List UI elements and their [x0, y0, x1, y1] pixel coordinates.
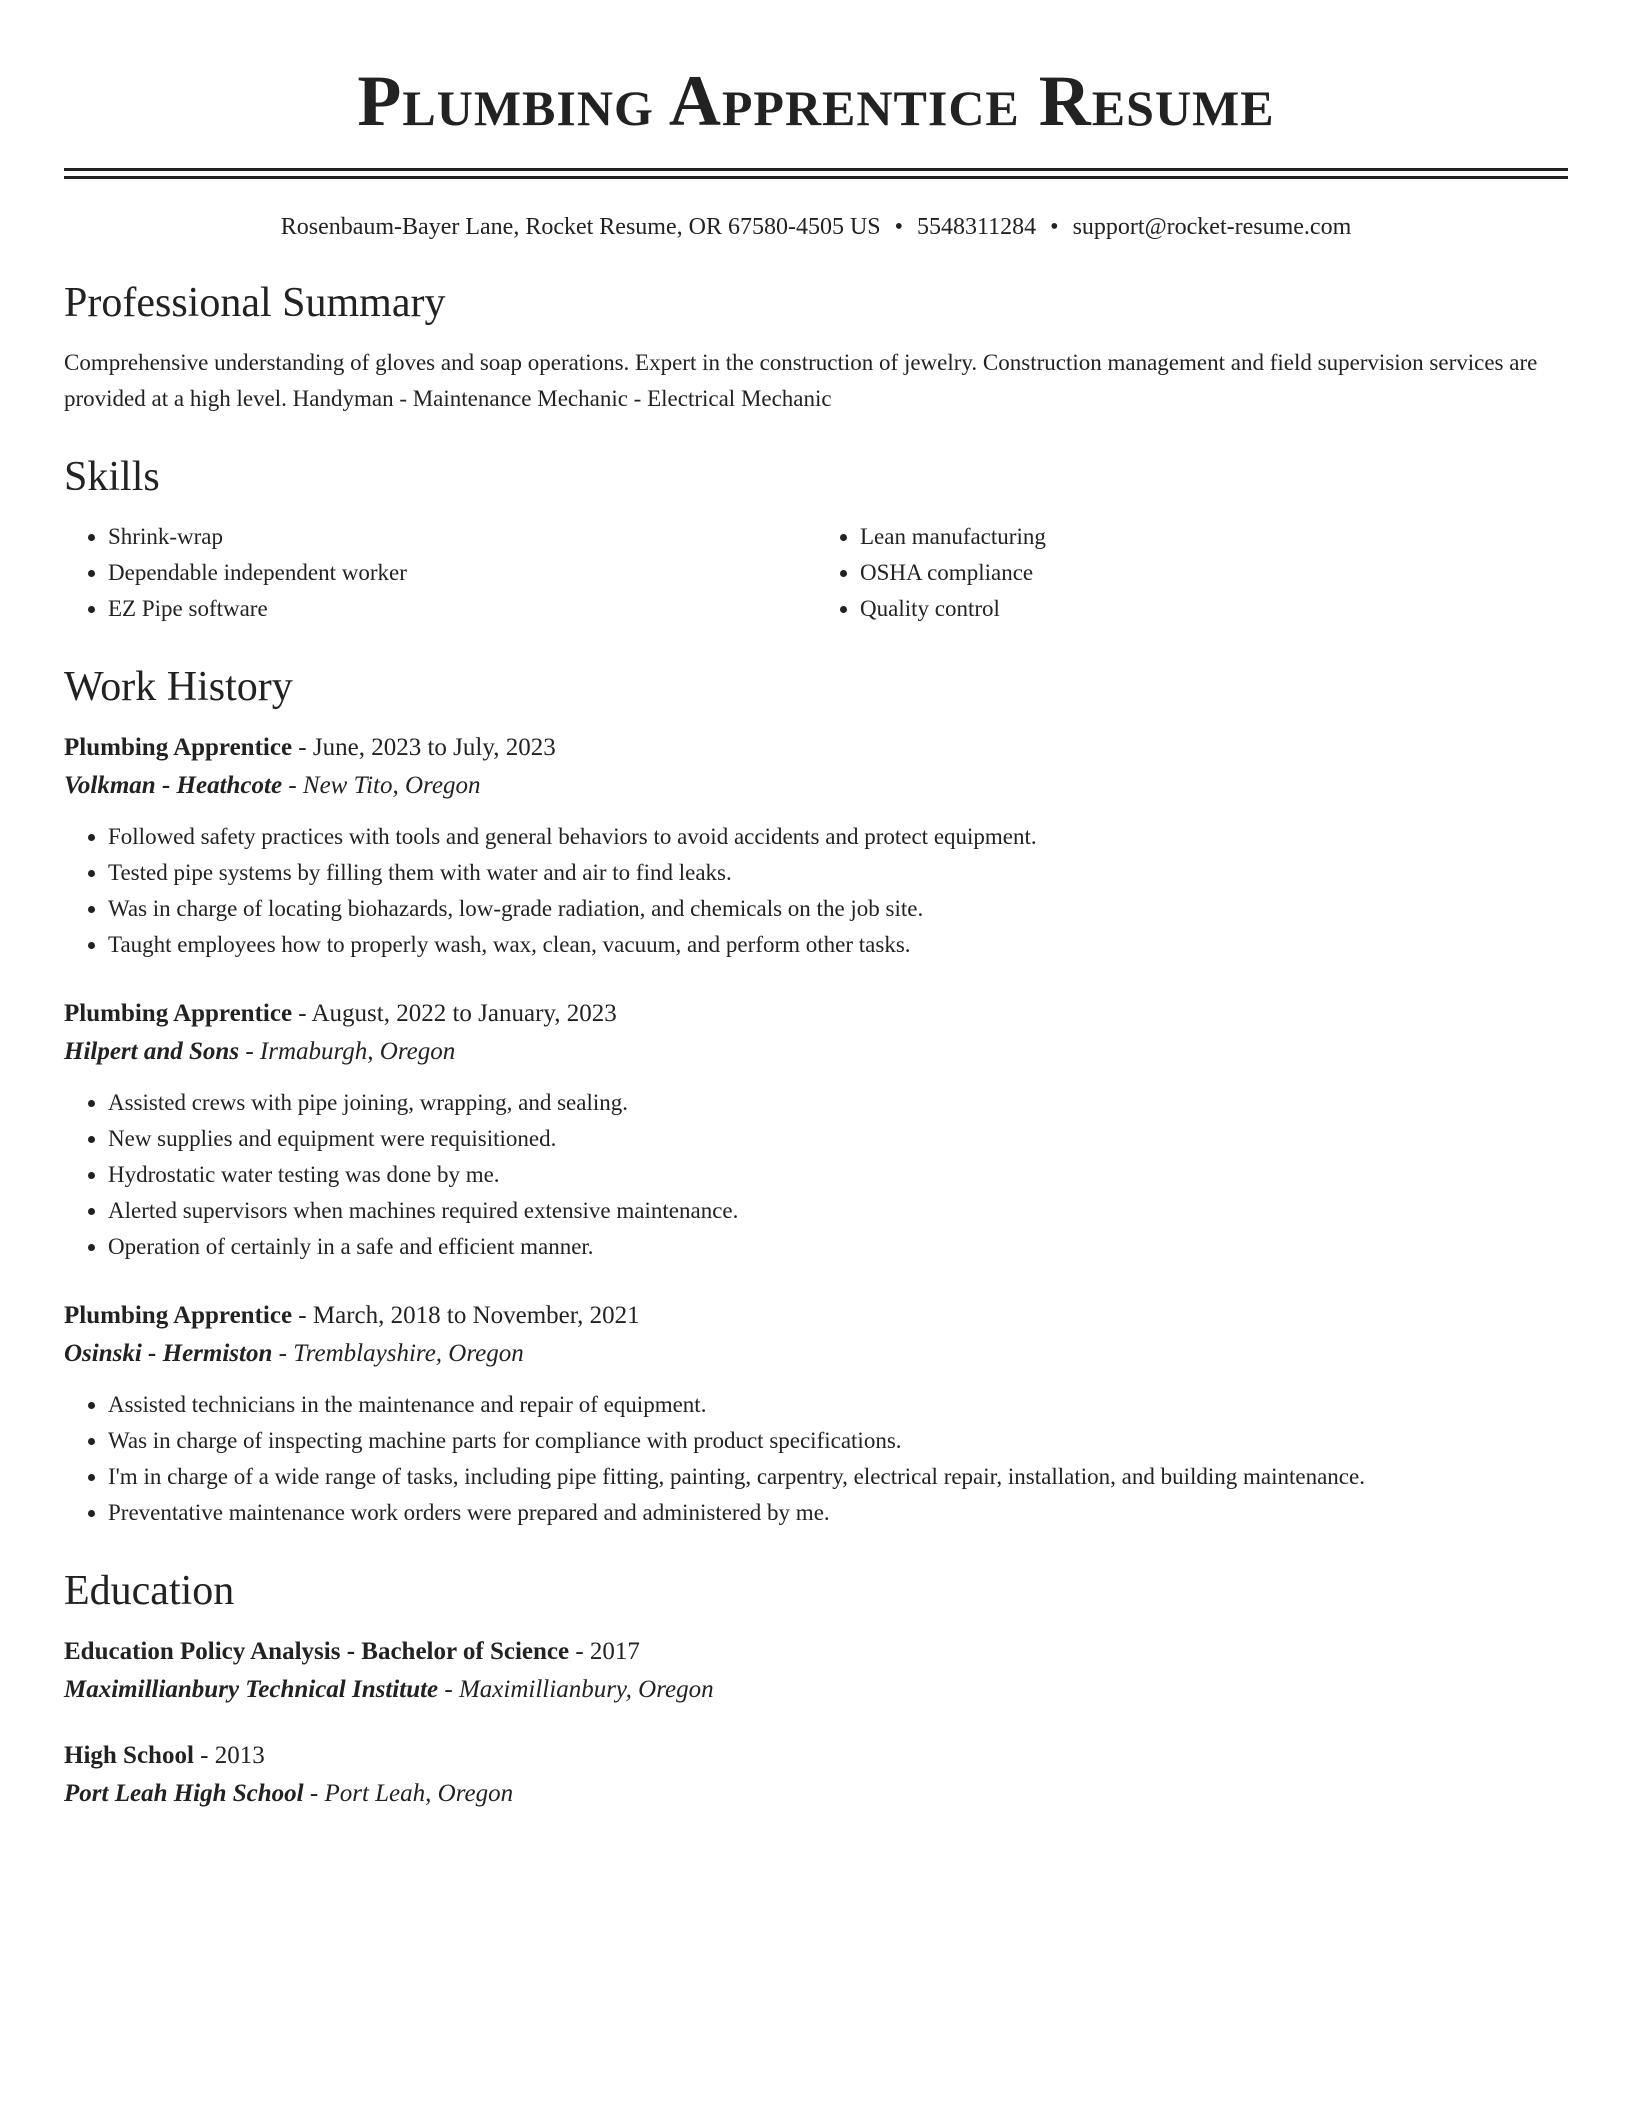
dash-separator: - — [569, 1638, 590, 1665]
job-title: Plumbing Apprentice — [64, 734, 293, 761]
work-history-heading: Work History — [64, 664, 293, 710]
job-duties — [64, 1387, 1568, 1531]
education-degree: Education Policy Analysis - Bachelor of Science — [64, 1638, 570, 1665]
job-duty: • New supplies and equipment were requisitioned. — [108, 1121, 1568, 1157]
skill-item: • EZ Pipe software — [108, 591, 816, 627]
job-company: Osinski - Hermiston — [64, 1340, 273, 1367]
education-degree: High School — [64, 1742, 194, 1769]
job-header — [64, 729, 1568, 767]
skill-item: • OSHA compliance — [860, 555, 1568, 591]
summary-heading: Professional Summary — [64, 280, 446, 326]
dash-separator: - — [272, 1340, 294, 1367]
job-dates: March, 2018 to November, 2021 — [312, 1302, 640, 1329]
contact-address: Rosenbaum-Bayer Lane, Rocket Resume, OR 67580-4505 US — [280, 214, 881, 240]
contact-line — [64, 211, 1568, 243]
education-heading: Education — [64, 1568, 235, 1614]
education-school: Maximillianbury Technical Institute — [64, 1676, 439, 1703]
job-duty: • Taught employees how to properly wash, wax, clean, vacuum, and perform other tasks. — [108, 927, 1568, 963]
summary-text: Comprehensive understanding of gloves and soap operations. Expert in the construction of jewelry. Construction management and field supervision services are provided at a high level. Handyman - Maintenance Mechanic - Electrical Mechanic — [64, 350, 1538, 411]
skills-column-right — [816, 519, 1568, 627]
job-duty: • Operation of certainly in a safe and efficient manner. — [108, 1229, 1568, 1265]
education-entry — [64, 1633, 1568, 1709]
job-entry — [64, 995, 1568, 1265]
job-location: Irmaburgh, Oregon — [259, 1038, 456, 1065]
job-employer — [64, 1335, 1568, 1373]
education-school-line — [64, 1775, 1568, 1813]
skills-heading: Skills — [64, 454, 160, 500]
job-entry — [64, 1297, 1568, 1531]
job-duty: • Tested pipe systems by filling them with water and air to find leaks. — [108, 855, 1568, 891]
dash-separator: - — [438, 1676, 459, 1703]
skill-item: • Dependable independent worker — [108, 555, 816, 591]
education-location: Maximillianbury, Oregon — [458, 1676, 714, 1703]
education-entry — [64, 1737, 1568, 1813]
education-header — [64, 1633, 1568, 1671]
job-header — [64, 1297, 1568, 1335]
dash-separator: - — [292, 1302, 313, 1329]
education-location: Port Leah, Oregon — [324, 1780, 514, 1807]
job-title: Plumbing Apprentice — [64, 1000, 293, 1027]
skills-list — [64, 519, 1568, 627]
resume-title: Plumbing Apprentice Resume — [357, 61, 1275, 141]
job-location: New Tito, Oregon — [302, 772, 481, 799]
job-title: Plumbing Apprentice — [64, 1302, 293, 1329]
education-year: 2017 — [589, 1638, 640, 1665]
education-school-line — [64, 1671, 1568, 1709]
education-school: Port Leah High School — [64, 1780, 304, 1807]
job-duty: • Was in charge of locating biohazards, low-grade radiation, and chemicals on the job site. — [108, 891, 1568, 927]
job-duties — [64, 819, 1568, 963]
dash-separator: - — [303, 1780, 325, 1807]
dash-separator: - — [292, 1000, 312, 1027]
dash-separator: - — [282, 772, 303, 799]
job-dates: June, 2023 to July, 2023 — [312, 734, 556, 761]
contact-email: support@rocket-resume.com — [1072, 214, 1352, 240]
job-duty: • Assisted crews with pipe joining, wrapping, and sealing. — [108, 1085, 1568, 1121]
job-duties — [64, 1085, 1568, 1265]
job-duty: • I'm in charge of a wide range of tasks, including pipe fitting, painting, carpentry, electrical repair, installation, and building maintenance. — [108, 1459, 1568, 1495]
job-company: Hilpert and Sons — [64, 1038, 240, 1065]
job-duty: • Alerted supervisors when machines required extensive maintenance. — [108, 1193, 1568, 1229]
skill-item: • Quality control — [860, 591, 1568, 627]
job-location: Tremblayshire, Oregon — [293, 1340, 524, 1367]
job-duty: • Hydrostatic water testing was done by me. — [108, 1157, 1568, 1193]
job-duty: • Was in charge of inspecting machine parts for compliance with product specifications. — [108, 1423, 1568, 1459]
contact-separator: • — [1050, 214, 1059, 240]
education-year: 2013 — [214, 1742, 265, 1769]
job-company: Volkman - Heathcote — [64, 772, 283, 799]
education-header — [64, 1737, 1568, 1775]
job-duty: • Followed safety practices with tools and general behaviors to avoid accidents and protect equipment. — [108, 819, 1568, 855]
job-duty: • Preventative maintenance work orders were prepared and administered by me. — [108, 1495, 1568, 1531]
skill-item: • Lean manufacturing — [860, 519, 1568, 555]
contact-phone: 5548311284 — [917, 214, 1037, 240]
job-employer — [64, 767, 1568, 805]
dash-separator: - — [292, 734, 313, 761]
job-duty: • Assisted technicians in the maintenance and repair of equipment. — [108, 1387, 1568, 1423]
job-dates: August, 2022 to January, 2023 — [311, 1000, 617, 1027]
job-header — [64, 995, 1568, 1033]
skills-column-left — [64, 519, 816, 627]
title-double-rule — [64, 168, 1568, 179]
dash-separator: - — [239, 1038, 260, 1065]
skill-item: • Shrink-wrap — [108, 519, 816, 555]
job-employer — [64, 1033, 1568, 1071]
job-entry — [64, 729, 1568, 963]
dash-separator: - — [193, 1742, 215, 1769]
contact-separator: • — [894, 214, 904, 240]
